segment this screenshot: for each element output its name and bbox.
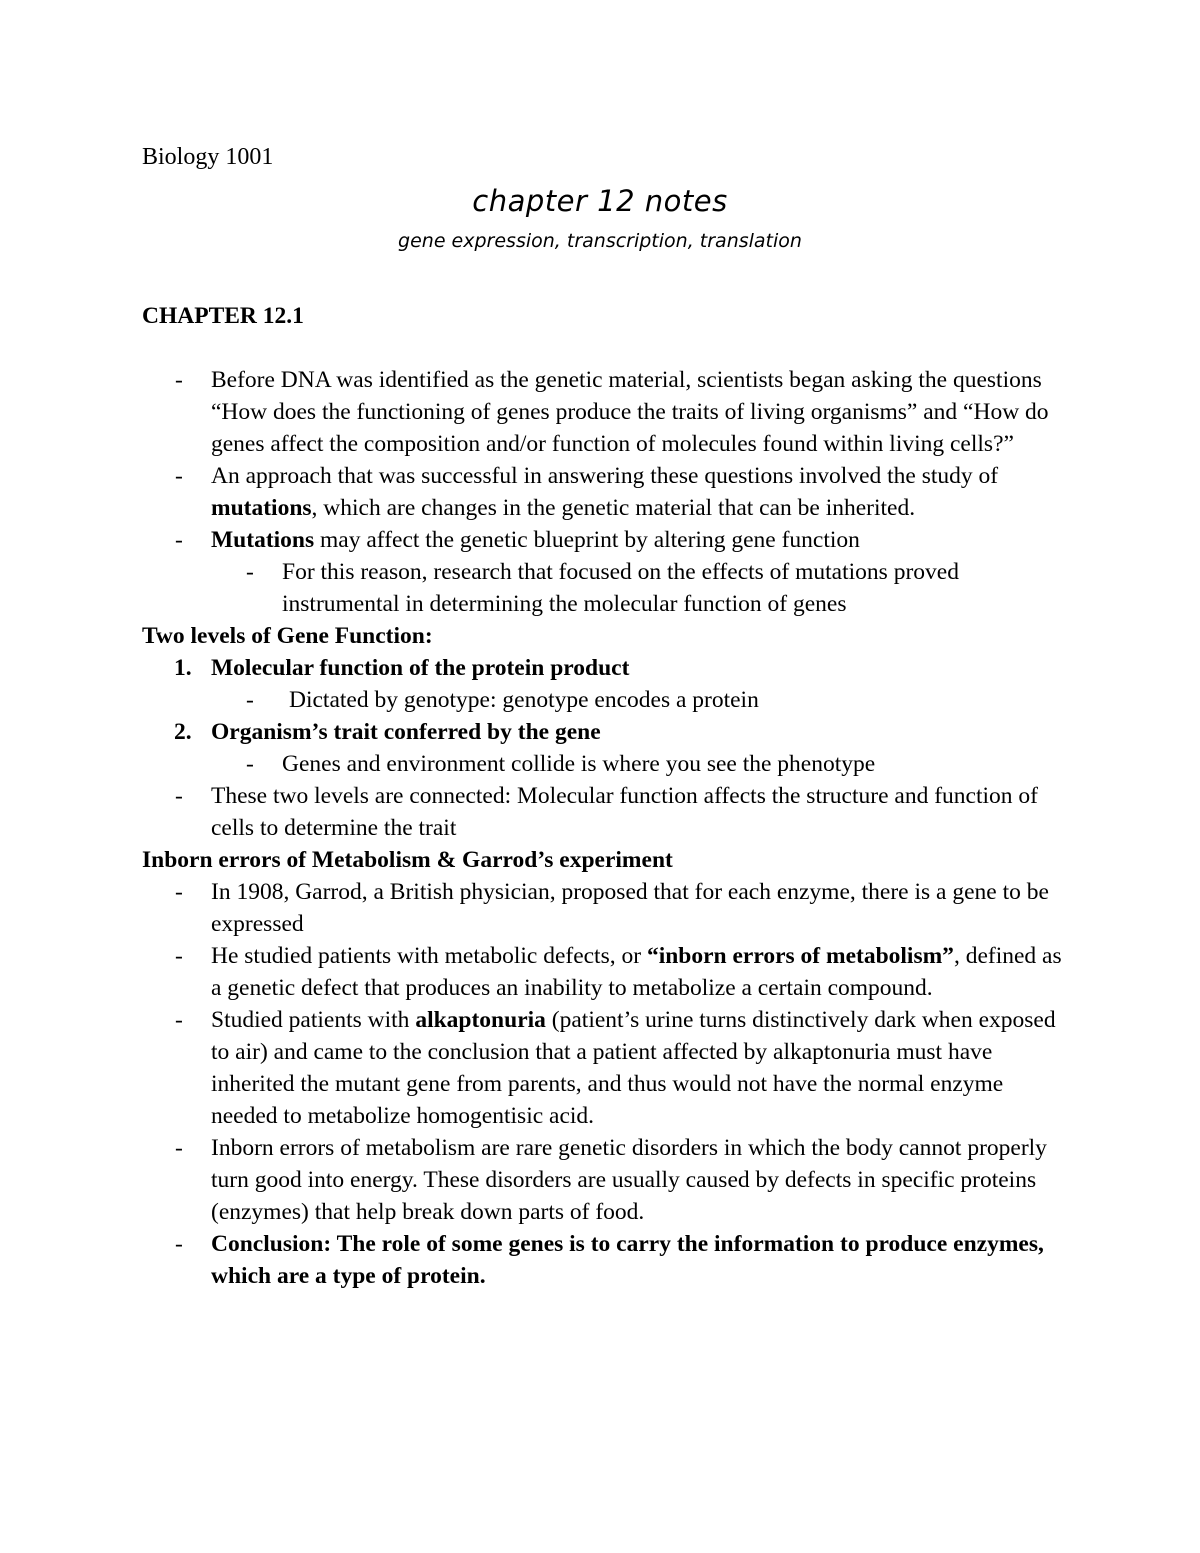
bullet-marker: - [175,783,183,809]
page-subtitle: gene expression, transcription, translation [398,230,802,252]
list-item [142,780,1062,844]
list-item-text: may affect the genetic blueprint by altering gene function [314,527,860,553]
list-item-text: Organism’s trait conferred by the gene [211,719,601,745]
section-heading-garrod: Inborn errors of Metabolism & Garrod’s experiment [142,847,673,873]
bullet-marker: - [246,687,254,713]
bold-term: Mutations [211,527,315,553]
list-item [142,1004,1062,1132]
bullet-marker: - [175,1007,183,1033]
sub-list-item [142,556,1062,620]
bullet-marker: - [175,1231,183,1257]
bullet-marker: - [175,1135,183,1161]
bullet-marker: - [175,527,183,553]
bullet-marker: - [175,879,183,905]
list-item-text: He studied patients with metabolic defects, or [211,943,647,969]
list-item-text: , defined as a genetic defect that produces an inability to metabolize a certain compound. [211,943,1062,1001]
list-item [142,524,1062,556]
list-item-text: (patient’s urine turns distinctively dark when exposed to air) and came to the conclusion that a patient affected by alkaptonuria must have inherited the mutant gene from parents, and thus would not have the normal enzyme needed to metabolize homogentisic acid. [211,1007,1056,1129]
course-name: Biology 1001 [142,144,274,170]
list-item [142,1228,1062,1292]
sub-list-item [142,748,1062,780]
list-item [142,1132,1062,1228]
bullet-marker: - [246,559,254,585]
list-item-text: Molecular function of the protein product [211,655,630,681]
page-title: chapter 12 notes [472,184,728,218]
section-heading-gene-function: Two levels of Gene Function: [142,623,433,649]
list-item [142,364,1062,460]
bullet-marker: - [175,943,183,969]
list-item-text: Genes and environment collide is where you see the phenotype [282,751,876,777]
list-item [142,460,1062,524]
number-marker: 2. [174,719,192,745]
list-item-text: Dictated by genotype: genotype encodes a protein [289,687,759,713]
bullet-marker: - [175,367,183,393]
bold-term: mutations [211,495,312,521]
list-item-text: , which are changes in the genetic material that can be inherited. [311,495,916,521]
conclusion-text: Conclusion: The role of some genes is to carry the information to produce enzymes, which are a type of protein. [211,1231,1044,1289]
list-item-text: In 1908, Garrod, a British physician, proposed that for each enzyme, there is a gene to be expressed [211,879,1049,937]
number-marker: 1. [174,655,192,681]
bullet-marker: - [246,751,254,777]
numbered-item [142,652,1062,684]
bold-term: “inborn errors of metabolism” [646,943,954,969]
list-item-text: Inborn errors of metabolism are rare genetic disorders in which the body cannot properly turn good into energy. These disorders are usually caused by defects in specific proteins (enzymes) that help break down parts of food. [211,1135,1047,1225]
list-item [142,940,1062,1004]
notes-body [142,300,1062,1292]
bullet-marker: - [175,463,183,489]
list-item-text: For this reason, research that focused on the effects of mutations proved instrumental in determining the molecular function of genes [282,559,959,617]
list-item-text: These two levels are connected: Molecular function affects the structure and function of cells to determine the trait [211,783,1038,841]
list-item-text: Studied patients with [211,1007,416,1033]
section-heading-chapter: CHAPTER 12.1 [142,303,304,329]
list-item-text: Before DNA was identified as the genetic material, scientists began asking the questions “How does the functioning of genes produce the traits of living organisms” and “How do genes affect the composition and/or function of molecules found within living cells?” [211,367,1049,457]
numbered-item [142,716,1062,748]
list-item-text: An approach that was successful in answering these questions involved the study of [211,463,999,489]
sub-list-item [142,684,1062,716]
bold-term: alkaptonuria [415,1007,546,1033]
list-item [142,876,1062,940]
